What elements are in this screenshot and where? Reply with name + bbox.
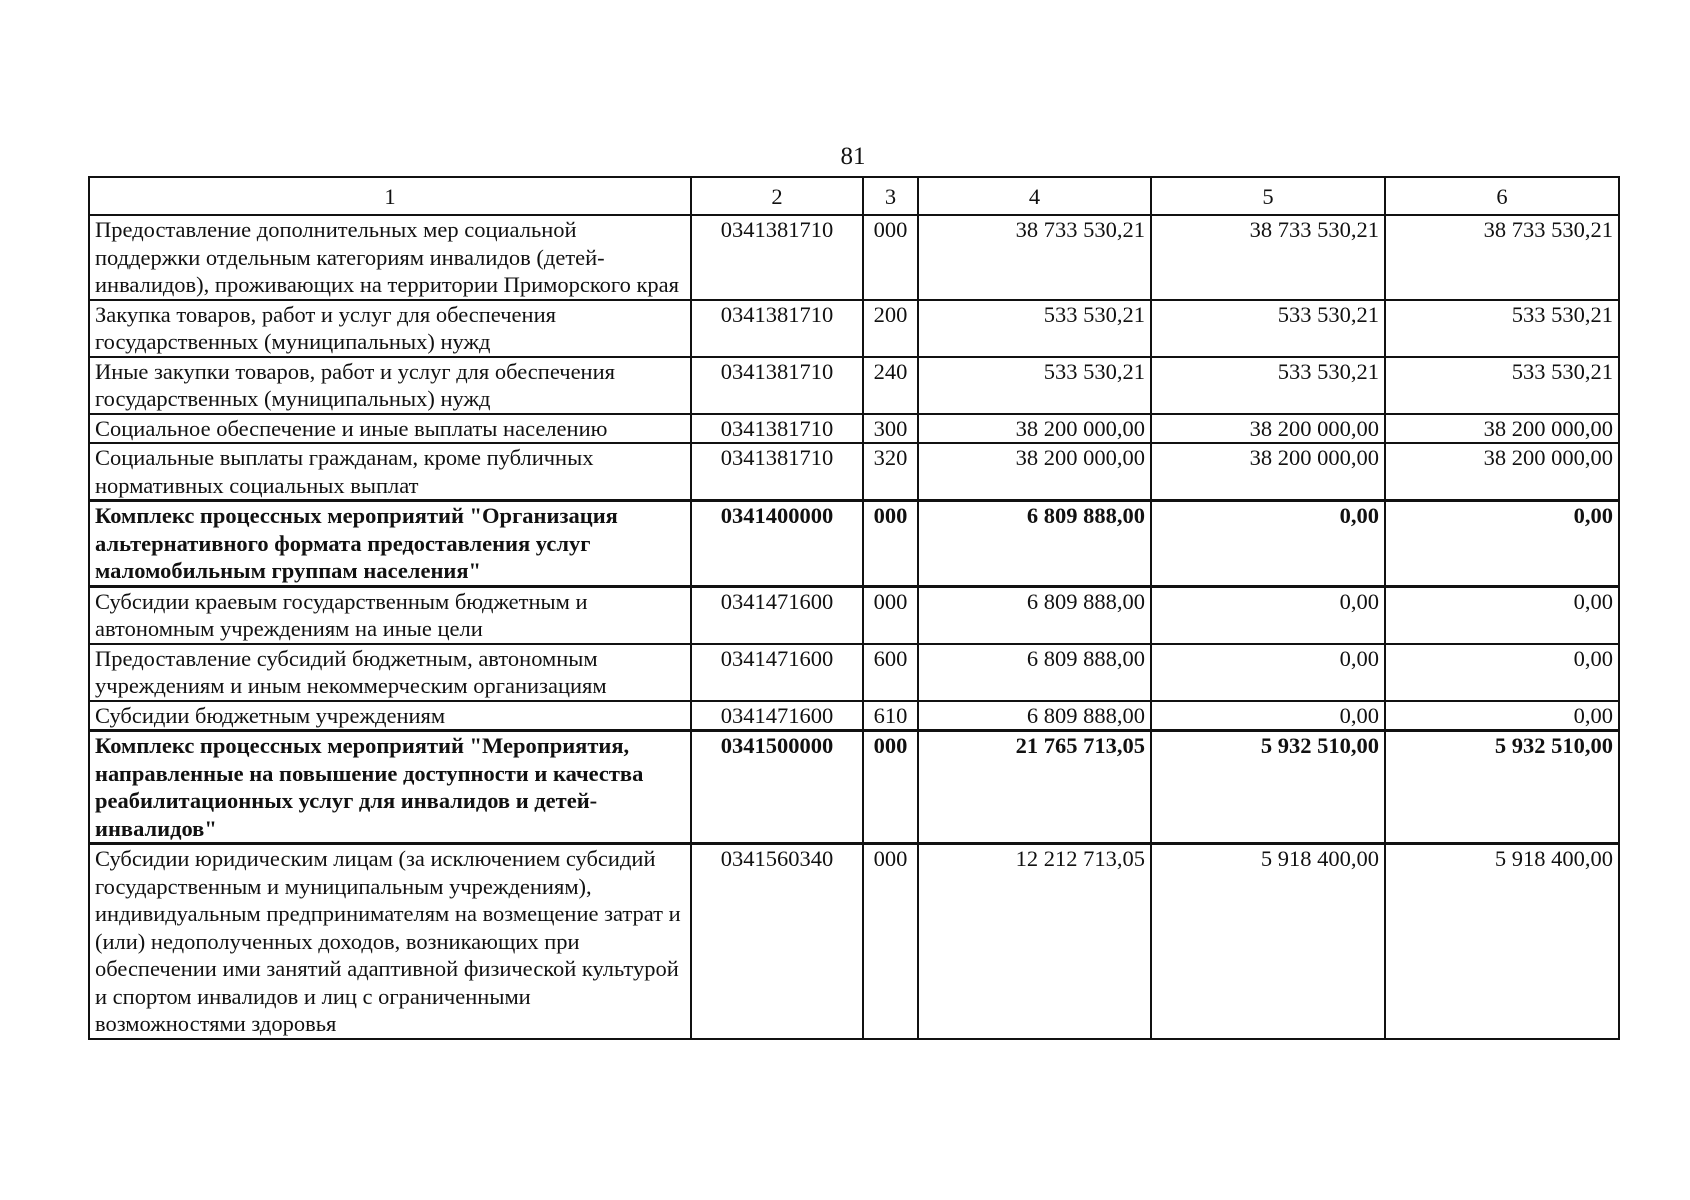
row-amount-col5: 0,00 xyxy=(1151,644,1385,701)
row-amount-col4: 21 765 713,05 xyxy=(918,731,1151,844)
row-amount-col6: 38 200 000,00 xyxy=(1385,414,1619,444)
row-target-code: 0341400000 xyxy=(691,501,863,587)
table-row xyxy=(89,644,1619,701)
row-amount-col4: 38 200 000,00 xyxy=(918,443,1151,501)
row-expense-type: 200 xyxy=(863,300,918,357)
row-target-code: 0341381710 xyxy=(691,443,863,501)
header-row xyxy=(89,177,1619,215)
table-row xyxy=(89,586,1619,644)
row-amount-col5: 5 918 400,00 xyxy=(1151,844,1385,1039)
row-amount-col4: 533 530,21 xyxy=(918,300,1151,357)
row-amount-col5: 533 530,21 xyxy=(1151,357,1385,414)
row-amount-col4: 6 809 888,00 xyxy=(918,501,1151,587)
table-row xyxy=(89,844,1619,1039)
row-name: Субсидии бюджетным учреждениям xyxy=(89,701,691,731)
table-row xyxy=(89,300,1619,357)
column-header-2: 2 xyxy=(691,177,863,215)
row-amount-col6: 533 530,21 xyxy=(1385,357,1619,414)
row-amount-col4: 6 809 888,00 xyxy=(918,644,1151,701)
row-target-code: 0341381710 xyxy=(691,357,863,414)
row-target-code: 0341381710 xyxy=(691,300,863,357)
row-name: Иные закупки товаров, работ и услуг для обеспечения государственных (муниципальных) нужд xyxy=(89,357,691,414)
row-amount-col5: 5 932 510,00 xyxy=(1151,731,1385,844)
row-target-code: 0341500000 xyxy=(691,731,863,844)
row-name: Предоставление субсидий бюджетным, автономным учреждениям и иным некоммерческим организациям xyxy=(89,644,691,701)
row-amount-col4: 38 733 530,21 xyxy=(918,215,1151,300)
row-amount-col4: 38 200 000,00 xyxy=(918,414,1151,444)
row-target-code: 0341471600 xyxy=(691,644,863,701)
row-expense-type: 000 xyxy=(863,501,918,587)
row-expense-type: 320 xyxy=(863,443,918,501)
column-header-6: 6 xyxy=(1385,177,1619,215)
row-name: Социальные выплаты гражданам, кроме публичных нормативных социальных выплат xyxy=(89,443,691,501)
row-amount-col5: 533 530,21 xyxy=(1151,300,1385,357)
row-amount-col6: 38 200 000,00 xyxy=(1385,443,1619,501)
row-amount-col6: 38 733 530,21 xyxy=(1385,215,1619,300)
row-target-code: 0341560340 xyxy=(691,844,863,1039)
row-amount-col6: 0,00 xyxy=(1385,586,1619,644)
table-row-program-complex xyxy=(89,501,1619,587)
row-amount-col5: 38 200 000,00 xyxy=(1151,414,1385,444)
column-header-1: 1 xyxy=(89,177,691,215)
row-name: Социальное обеспечение и иные выплаты населению xyxy=(89,414,691,444)
column-header-5: 5 xyxy=(1151,177,1385,215)
row-amount-col6: 5 918 400,00 xyxy=(1385,844,1619,1039)
row-amount-col5: 38 733 530,21 xyxy=(1151,215,1385,300)
table-row xyxy=(89,414,1619,444)
row-expense-type: 000 xyxy=(863,215,918,300)
row-amount-col4: 6 809 888,00 xyxy=(918,701,1151,731)
table-row-program-complex xyxy=(89,731,1619,844)
row-amount-col4: 6 809 888,00 xyxy=(918,586,1151,644)
row-name: Комплекс процессных мероприятий "Мероприятия, направленные на повышение доступности и качества реабилитационных услуг для инвалидов и детей-инвалидов" xyxy=(89,731,691,844)
row-amount-col4: 533 530,21 xyxy=(918,357,1151,414)
row-expense-type: 000 xyxy=(863,844,918,1039)
row-expense-type: 610 xyxy=(863,701,918,731)
row-amount-col6: 0,00 xyxy=(1385,701,1619,731)
row-amount-col5: 38 200 000,00 xyxy=(1151,443,1385,501)
row-amount-col5: 0,00 xyxy=(1151,501,1385,587)
row-expense-type: 300 xyxy=(863,414,918,444)
row-amount-col6: 0,00 xyxy=(1385,501,1619,587)
row-expense-type: 000 xyxy=(863,586,918,644)
row-amount-col4: 12 212 713,05 xyxy=(918,844,1151,1039)
row-target-code: 0341381710 xyxy=(691,215,863,300)
row-expense-type: 240 xyxy=(863,357,918,414)
table-row xyxy=(89,443,1619,501)
table-row xyxy=(89,357,1619,414)
row-name: Субсидии краевым государственным бюджетным и автономным учреждениям на иные цели xyxy=(89,586,691,644)
table-row xyxy=(89,701,1619,731)
row-name: Предоставление дополнительных мер социальной поддержки отдельным категориям инвалидов (детей-инвалидов), проживающих на территории Приморского края xyxy=(89,215,691,300)
row-amount-col6: 533 530,21 xyxy=(1385,300,1619,357)
row-target-code: 0341381710 xyxy=(691,414,863,444)
row-name: Закупка товаров, работ и услуг для обеспечения государственных (муниципальных) нужд xyxy=(89,300,691,357)
row-expense-type: 600 xyxy=(863,644,918,701)
row-amount-col6: 5 932 510,00 xyxy=(1385,731,1619,844)
budget-table xyxy=(88,176,1620,1040)
row-name: Комплекс процессных мероприятий "Организация альтернативного формата предоставления услуг маломобильным группам населения" xyxy=(89,501,691,587)
table-row xyxy=(89,215,1619,300)
row-name: Субсидии юридическим лицам (за исключением субсидий государственным и муниципальным учреждениям), индивидуальным предпринимателям на возмещение затрат и (или) недополученных доходов, возникающих при обеспечении ими занятий адаптивной физической культурой и спортом инвалидов и лиц с ограниченными возможностями здоровья xyxy=(89,844,691,1039)
row-target-code: 0341471600 xyxy=(691,586,863,644)
column-header-4: 4 xyxy=(918,177,1151,215)
row-amount-col5: 0,00 xyxy=(1151,586,1385,644)
row-amount-col6: 0,00 xyxy=(1385,644,1619,701)
column-header-3: 3 xyxy=(863,177,918,215)
page-number: 81 xyxy=(840,143,866,170)
row-target-code: 0341471600 xyxy=(691,701,863,731)
row-expense-type: 000 xyxy=(863,731,918,844)
row-amount-col5: 0,00 xyxy=(1151,701,1385,731)
